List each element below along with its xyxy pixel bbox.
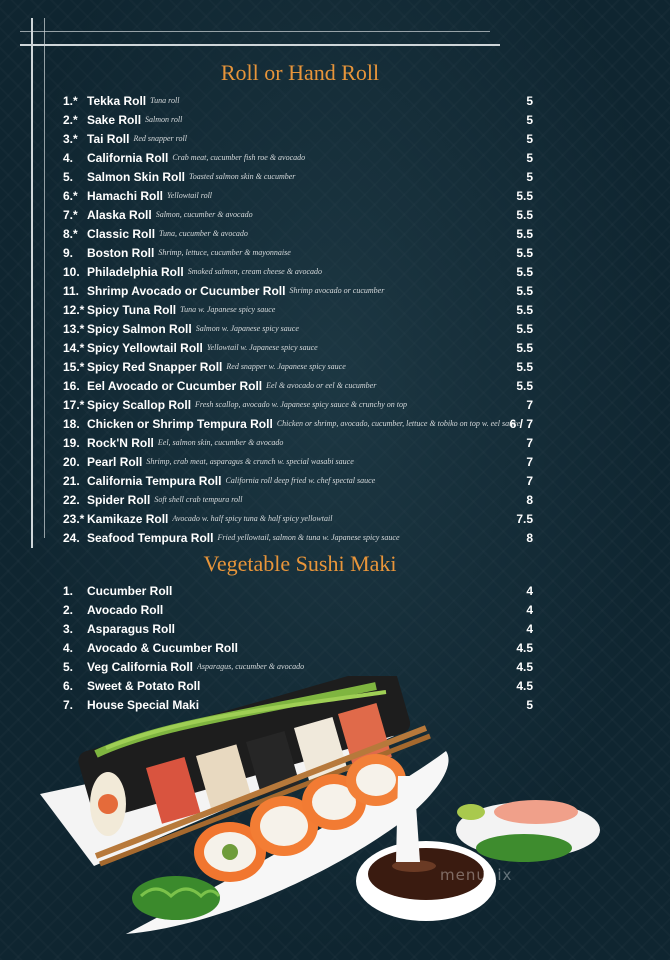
item-price: 5.5 (516, 226, 533, 241)
item-name: Avocado Roll (87, 602, 164, 617)
item-number: 19. (63, 435, 80, 450)
item-description: Shrimp, crab meat, asparagus & crunch w. special wasabi sauce (146, 457, 354, 466)
item-description: Eel, salmon skin, cucumber & avocado (157, 438, 284, 447)
menu-item (63, 281, 535, 300)
menu-item (63, 148, 535, 167)
item-number: 13.* (63, 321, 85, 336)
frame-line-left-2 (44, 18, 45, 538)
item-number: 21. (63, 473, 80, 488)
menu-item (63, 357, 535, 376)
item-number: 4. (63, 150, 74, 165)
item-price: 5.5 (516, 188, 533, 203)
item-price: 7 (526, 473, 533, 488)
menu-item (63, 433, 535, 452)
item-name: Shrimp Avocado or Cucumber Roll (87, 283, 286, 298)
item-number: 7.* (63, 207, 78, 222)
sushi-platter-image (36, 676, 606, 946)
item-description: Tuna, cucumber & avocado (159, 229, 248, 238)
item-price: 7.5 (516, 511, 533, 526)
item-description: Shrimp, lettuce, cucumber & mayonnaise (158, 248, 291, 257)
item-description: Red snapper roll (133, 134, 187, 143)
item-name: Sake Roll (87, 112, 142, 127)
item-name: California Tempura Roll (87, 473, 222, 488)
item-number: 6. (63, 678, 74, 693)
item-description: Smoked salmon, cream cheese & avocado (187, 267, 323, 276)
item-description: Eel & avocado or eel & cucumber (266, 381, 377, 390)
item-price: 4 (526, 621, 533, 636)
menu-item (63, 224, 535, 243)
item-description: Crab meat, cucumber fish roe & avocado (172, 153, 306, 162)
item-description: Asparagus, cucumber & avocado (197, 662, 305, 671)
item-price: 7 (526, 454, 533, 469)
item-name: Avocado & Cucumber Roll (87, 640, 238, 655)
menu-item (63, 657, 535, 676)
item-name: Pearl Roll (87, 454, 143, 469)
item-name: Spicy Salmon Roll (87, 321, 192, 336)
item-price: 5 (526, 697, 533, 712)
frame-line-top-2 (20, 31, 490, 32)
item-number: 11. (63, 283, 80, 298)
item-description: Salmon, cucumber & avocado (155, 210, 253, 219)
item-description: Red snapper w. Japanese spicy sauce (226, 362, 346, 371)
menu-item (63, 243, 535, 262)
item-price: 7 (526, 435, 533, 450)
section-title-rolls: Roll or Hand Roll (220, 60, 380, 85)
menu-item (63, 376, 535, 395)
item-number: 17.* (63, 397, 85, 412)
item-price: 5 (526, 150, 533, 165)
menu-item (63, 300, 535, 319)
item-name: Boston Roll (87, 245, 155, 260)
item-price: 5.5 (516, 378, 533, 393)
item-name: Hamachi Roll (87, 188, 164, 203)
item-description: Fried yellowtail, salmon & tuna w. Japanese spicy sauce (217, 533, 400, 542)
item-name: Salmon Skin Roll (87, 169, 186, 184)
item-description: Tuna w. Japanese spicy sauce (180, 305, 276, 314)
item-number: 18. (63, 416, 80, 431)
item-name: Seafood Tempura Roll (87, 530, 214, 545)
item-description: Avocado w. half spicy tuna & half spicy yellowtail (172, 514, 333, 523)
item-name: Sweet & Potato Roll (87, 678, 201, 693)
menu-item (63, 110, 535, 129)
rolls-menu-list (63, 91, 535, 547)
item-description: Salmon w. Japanese spicy sauce (195, 324, 299, 333)
item-name: Classic Roll (87, 226, 156, 241)
item-price: 5.5 (516, 302, 533, 317)
frame-line-left (31, 18, 33, 548)
item-price: 5 (526, 93, 533, 108)
item-number: 8.* (63, 226, 78, 241)
item-name: Chicken or Shrimp Tempura Roll (87, 416, 273, 431)
menu-item (63, 619, 535, 638)
item-description: Shrimp avocado or cucumber (289, 286, 385, 295)
item-price: 5.5 (516, 264, 533, 279)
item-number: 22. (63, 492, 80, 507)
item-number: 20. (63, 454, 80, 469)
item-description: Chicken or shrimp, avocado, cucumber, lettuce & tobiko on top w. eel sauce (276, 419, 521, 428)
item-number: 16. (63, 378, 80, 393)
item-price: 4 (526, 602, 533, 617)
item-number: 15.* (63, 359, 85, 374)
menu-item (63, 509, 535, 528)
item-price: 4 (526, 583, 533, 598)
item-name: Spicy Yellowtail Roll (87, 340, 203, 355)
item-price: 4.5 (516, 678, 533, 693)
item-description: California roll deep fried w. chef spectal sauce (225, 476, 376, 485)
item-number: 2.* (63, 112, 78, 127)
menu-item (63, 452, 535, 471)
menu-item (63, 490, 535, 509)
item-price: 5 (526, 112, 533, 127)
menu-item (63, 186, 535, 205)
item-name: Cucumber Roll (87, 583, 173, 598)
watermark-text: menupix (440, 866, 513, 884)
item-price: 5.5 (516, 359, 533, 374)
menu-item (63, 129, 535, 148)
item-price: 5.5 (516, 245, 533, 260)
item-name: Asparagus Roll (87, 621, 176, 636)
item-price: 5.5 (516, 321, 533, 336)
item-name: Tai Roll (87, 131, 130, 146)
item-price: 5 (526, 169, 533, 184)
item-name: Spicy Tuna Roll (87, 302, 177, 317)
item-name: Spicy Scallop Roll (87, 397, 192, 412)
item-description: Soft shell crab tempura roll (154, 495, 243, 504)
item-number: 1. (63, 583, 74, 598)
item-price: 5.5 (516, 283, 533, 298)
item-description: Tuna roll (150, 96, 180, 105)
item-number: 6.* (63, 188, 78, 203)
menu-item (63, 638, 535, 657)
item-price: 5.5 (516, 340, 533, 355)
menu-item (63, 395, 535, 414)
item-name: Eel Avocado or Cucumber Roll (87, 378, 263, 393)
item-description: Salmon roll (145, 115, 183, 124)
menu-item (63, 528, 535, 547)
item-number: 3.* (63, 131, 78, 146)
item-name: House Special Maki (87, 697, 200, 712)
menu-item (63, 471, 535, 490)
item-description: Yellowtail roll (167, 191, 213, 200)
item-name: Kamikaze Roll (87, 511, 169, 526)
item-description: Yellowtail w. Japanese spicy sauce (206, 343, 318, 352)
item-description: Fresh scallop, avocado w. Japanese spicy sauce & crunchy on top (195, 400, 407, 409)
item-price: 7 (526, 397, 533, 412)
frame-line-top (20, 44, 500, 46)
item-name: Tekka Roll (87, 93, 147, 108)
item-name: Veg California Roll (87, 659, 194, 674)
menu-item (63, 319, 535, 338)
item-price: 5 (526, 131, 533, 146)
item-price: 8 (526, 492, 533, 507)
section-title-vegetable: Vegetable Sushi Maki (203, 551, 397, 576)
menu-item (63, 167, 535, 186)
item-name: Spider Roll (87, 492, 151, 507)
item-name: Rock'N Roll (87, 435, 154, 450)
item-number: 3. (63, 621, 74, 636)
menu-item (63, 205, 535, 224)
item-price: 4.5 (516, 659, 533, 674)
item-name: California Roll (87, 150, 169, 165)
item-number: 7. (63, 697, 74, 712)
menu-item (63, 91, 535, 110)
item-price: 4.5 (516, 640, 533, 655)
menu-item (63, 262, 535, 281)
item-number: 24. (63, 530, 80, 545)
item-name: Spicy Red Snapper Roll (87, 359, 223, 374)
menu-item (63, 338, 535, 357)
item-number: 2. (63, 602, 74, 617)
item-number: 14.* (63, 340, 85, 355)
item-number: 23.* (63, 511, 85, 526)
item-name: Alaska Roll (87, 207, 152, 222)
item-number: 9. (63, 245, 74, 260)
item-price: 6 / 7 (509, 416, 533, 431)
menu-item (63, 581, 535, 600)
item-number: 1.* (63, 93, 78, 108)
item-price: 5.5 (516, 207, 533, 222)
item-price: 8 (526, 530, 533, 545)
menu-item (63, 414, 535, 433)
item-number: 5. (63, 659, 74, 674)
item-number: 5. (63, 169, 74, 184)
item-number: 4. (63, 640, 74, 655)
item-number: 12.* (63, 302, 85, 317)
item-description: Toasted salmon skin & cucumber (189, 172, 296, 181)
item-number: 10. (63, 264, 80, 279)
item-name: Philadelphia Roll (87, 264, 184, 279)
menu-item (63, 600, 535, 619)
